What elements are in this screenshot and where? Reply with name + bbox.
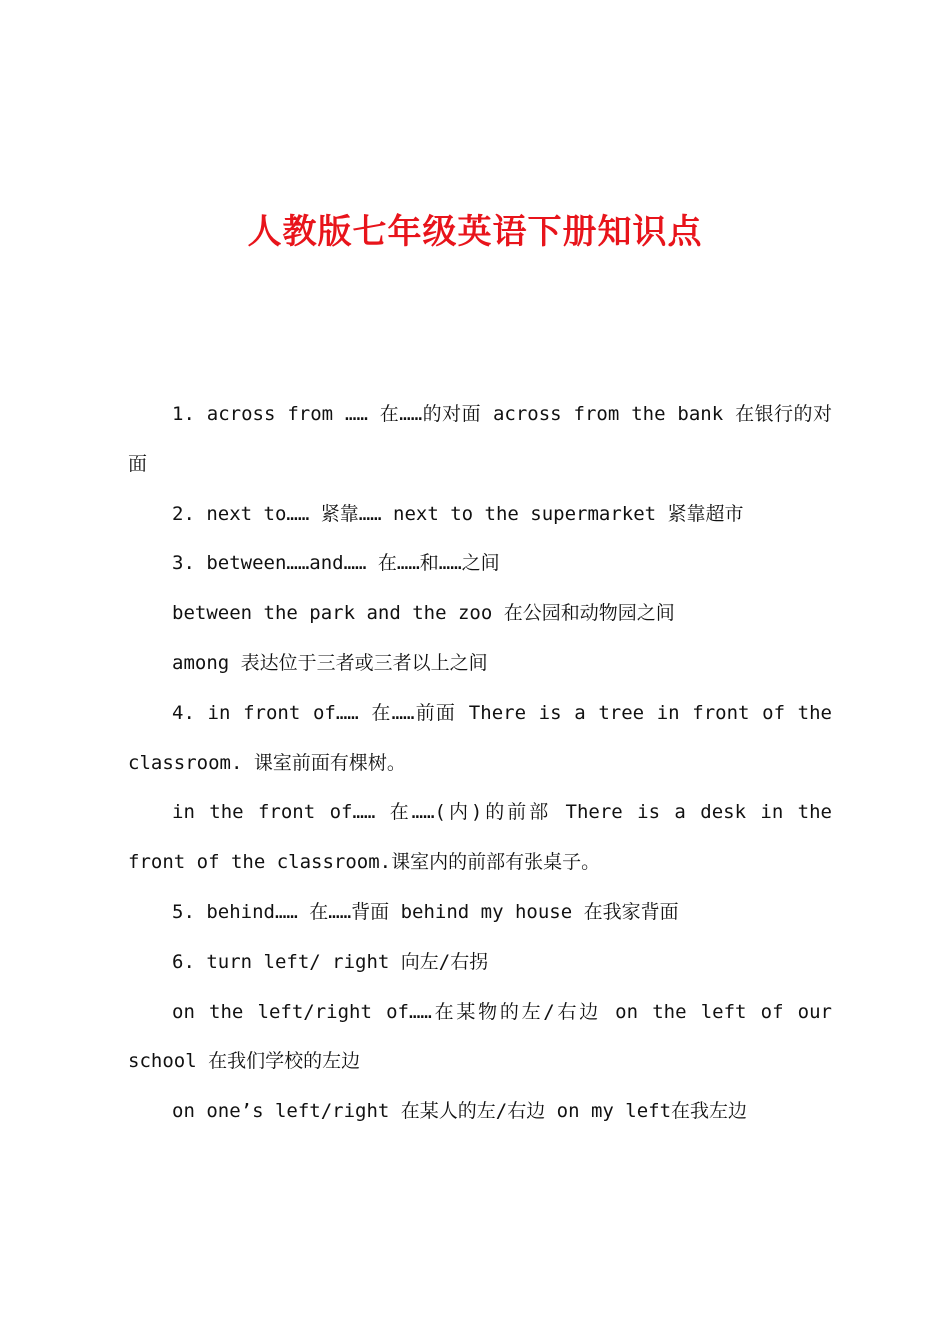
paragraph-5: among 表达位于三者或三者以上之间: [172, 651, 488, 674]
paragraph-2: 2. next to…… 紧靠…… next to the supermarket 紧靠超市: [172, 502, 744, 525]
document-title: 人教版七年级英语下册知识点: [247, 212, 703, 252]
paragraph-1: 1. across from …… 在……的对面 across from the bank 在银行的对面: [128, 403, 832, 475]
paragraph-4: between the park and the zoo 在公园和动物园之间: [172, 602, 675, 625]
paragraph-10: on the left/right of……在某物的左/右边 on the left of our school 在我们学校的左边: [128, 1000, 832, 1073]
paragraph-6: 4. in front of…… 在……前面 There is a tree in front of the classroom. 课室前面有棵树。: [128, 701, 832, 774]
paragraph-3: 3. between……and…… 在……和……之间: [172, 552, 500, 575]
document-body: [128, 390, 832, 1137]
paragraph-8: 5. behind…… 在……背面 behind my house 在我家背面: [172, 900, 679, 923]
paragraph-9: 6. turn left/ right 向左/右拐: [172, 950, 489, 973]
paragraph-11: on one’s left/right 在某人的左/右边 on my left在我左边: [172, 1100, 748, 1123]
paragraph-7: in the front of…… 在……(内)的前部 There is a desk in the front of the classroom.课室内的前部有张桌子。: [128, 801, 832, 874]
